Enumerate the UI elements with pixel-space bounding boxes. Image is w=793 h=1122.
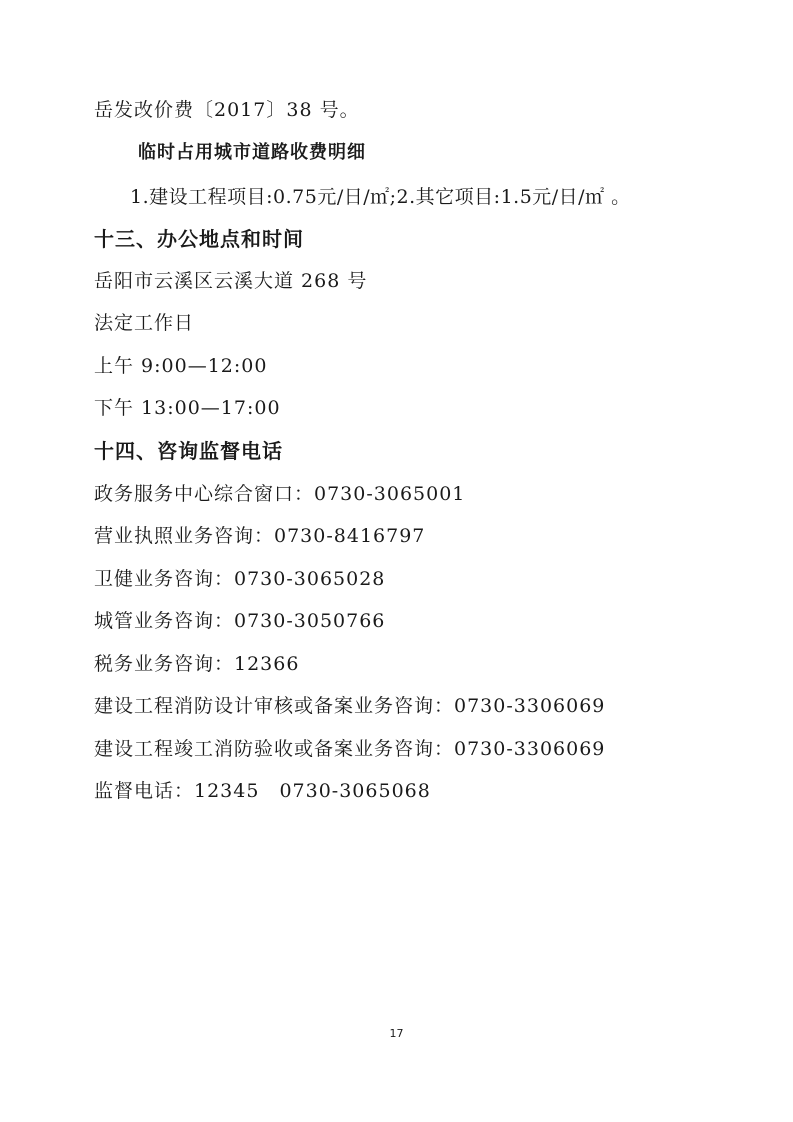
section-14-heading: 十四、咨询监督电话: [94, 439, 283, 463]
office-address: 岳阳市云溪区云溪大道 268 号: [94, 270, 368, 292]
office-hours-morning: 上午 9:00—12:00: [94, 355, 268, 377]
phone-line-urban-management: 城管业务咨询：0730-3050766: [94, 610, 386, 632]
fee-reference-line: 岳发改价费〔2017〕38 号。: [94, 99, 360, 121]
phone-line-fire-design-review: 建设工程消防设计审核或备案业务咨询：0730-3306069: [94, 695, 606, 717]
phone-line-fire-acceptance: 建设工程竣工消防验收或备案业务咨询：0730-3306069: [94, 738, 606, 760]
phone-line-service-center: 政务服务中心综合窗口：0730-3065001: [94, 483, 466, 505]
fee-rates-line: 1.建设工程项目:0.75元/日/㎡;2.其它项目:1.5元/日/㎡ 。: [130, 186, 631, 208]
phone-line-health: 卫健业务咨询：0730-3065028: [94, 568, 386, 590]
office-workdays: 法定工作日: [94, 312, 195, 334]
section-13-heading: 十三、办公地点和时间: [94, 227, 304, 251]
phone-line-supervision: 监督电话：12345 0730-3065068: [94, 780, 431, 802]
office-hours-afternoon: 下午 13:00—17:00: [94, 397, 281, 419]
fee-table-title: 临时占用城市道路收费明细: [138, 142, 366, 163]
page-number: 17: [389, 1027, 404, 1040]
phone-line-business-license: 营业执照业务咨询：0730-8416797: [94, 525, 426, 547]
phone-line-tax: 税务业务咨询：12366: [94, 653, 300, 675]
